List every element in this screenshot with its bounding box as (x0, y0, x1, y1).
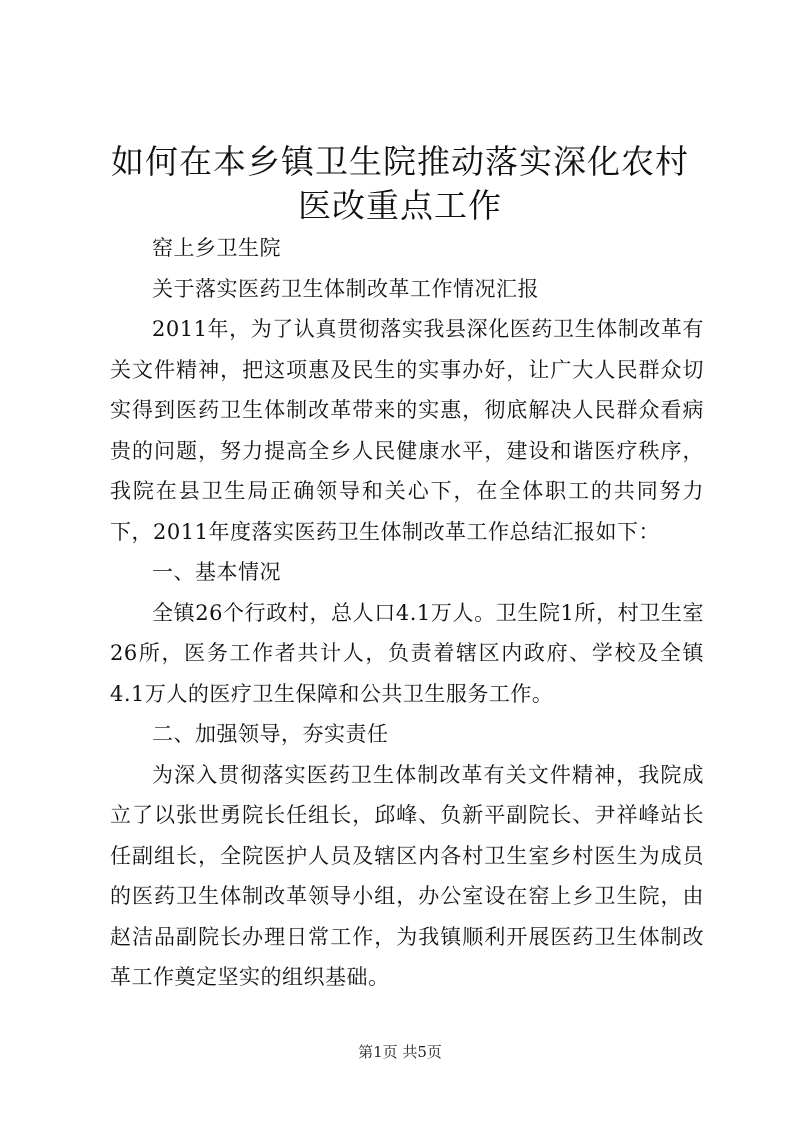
page-footer: 第1页 共5页 (358, 1043, 442, 1061)
paragraph-hospital-name: 窑上乡卫生院 (152, 236, 281, 260)
document-body (110, 228, 704, 998)
document-title: 如何在本乡镇卫生院推动落实深化农村医改重点工作 (111, 142, 689, 225)
section-heading-basic-situation: 一、基本情况 (152, 560, 281, 584)
paragraph-report-title: 关于落实医药卫生体制改革工作情况汇报 (152, 276, 539, 301)
paragraph-basic-situation: 全镇26个行政村，总人口4.1万人。卫生院1所，村卫生室26所，医务工作者共计人，负责着辖区内政府、学校及全镇4.1万人的医疗卫生保障和公共卫生服务工作。 (110, 600, 704, 706)
section-heading-leadership: 二、加强领导，夯实责任 (152, 722, 389, 746)
paragraph-leadership: 为深入贯彻落实医药卫生体制改革有关文件精神，我院成立了以张世勇院长任组长，邱峰、负新平副院长、尹祥峰站长任副组长，全院医护人员及辖区内各村卫生室乡村医生为成员的医药卫生体制改革领导小组，办公室设在窑上乡卫生院，由赵洁品副院长办理日常工作，为我镇顺利开展医药卫生体制改革工作奠定坚实的组织基础。 (110, 762, 704, 989)
paragraph-introduction: 2011年，为了认真贯彻落实我县深化医药卫生体制改革有关文件精神，把这项惠及民生的实事办好，让广大人民群众切实得到医药卫生体制改革带来的实惠，彻底解决人民群众看病贵的问题，努力提高全乡人民健康水平，建设和谐医疗秩序，我院在县卫生局正确领导和关心下，在全体职工的共同努力下，2011年度落实医药卫生体制改革工作总结汇报如下： (110, 317, 704, 544)
